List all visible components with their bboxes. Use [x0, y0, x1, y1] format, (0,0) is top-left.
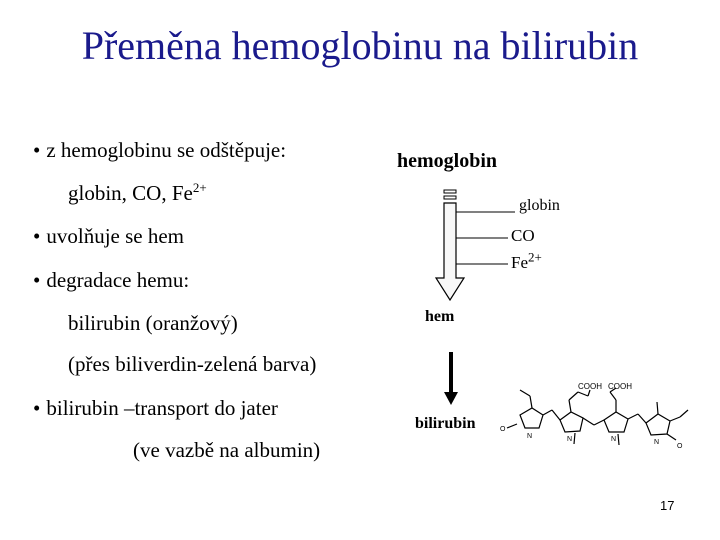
bullet-dot: •	[33, 268, 41, 292]
hem-label: hem	[425, 308, 455, 325]
bullet-4-detail: (ve vazbě na albumin)	[133, 438, 321, 462]
bullet-1-detail-text: globin, CO, Fe	[68, 181, 193, 205]
bullet-dot: •	[33, 138, 41, 162]
structure-atoms	[500, 426, 683, 450]
cooh-label-1: COOH	[578, 382, 602, 391]
oxygen-right: O	[677, 443, 683, 450]
degradation-arrow	[436, 190, 464, 300]
bullet-1-text: z hemoglobinu se odštěpuje:	[46, 138, 287, 162]
nh-a: N	[527, 433, 533, 440]
fe-charge: 2+	[528, 249, 542, 265]
globin-label: globin	[519, 197, 560, 214]
bullet-3-detail-1: bilirubin (oranžový)	[68, 311, 238, 335]
co-label: CO	[511, 226, 535, 245]
bullet-dot: •	[33, 224, 41, 248]
bullet-dot: •	[33, 396, 41, 420]
nh-c: N	[611, 436, 617, 443]
nh-b: N	[567, 436, 573, 443]
bullet-4-text: bilirubin –transport do jater	[46, 396, 278, 420]
oxygen-left: O	[500, 426, 506, 433]
nh-d: N	[654, 439, 660, 446]
bilirubin-label: bilirubin	[415, 415, 476, 432]
bullet-3-detail-2: (přes biliverdin-zelená barva)	[68, 352, 317, 376]
bullet-3-text: degradace hemu:	[46, 268, 190, 292]
hem-to-bilirubin-arrow	[444, 352, 458, 405]
fe-text: Fe	[511, 253, 528, 272]
bilirubin-structure	[507, 388, 688, 445]
bullet-2-text: uvolňuje se hem	[46, 224, 184, 248]
page-number: 17	[660, 498, 675, 513]
fe-charge: 2+	[192, 180, 207, 195]
hemoglobin-label: hemoglobin	[397, 150, 498, 172]
slide-title: Přeměna hemoglobinu na bilirubin	[81, 23, 639, 68]
cooh-label-2: COOH	[608, 382, 632, 391]
